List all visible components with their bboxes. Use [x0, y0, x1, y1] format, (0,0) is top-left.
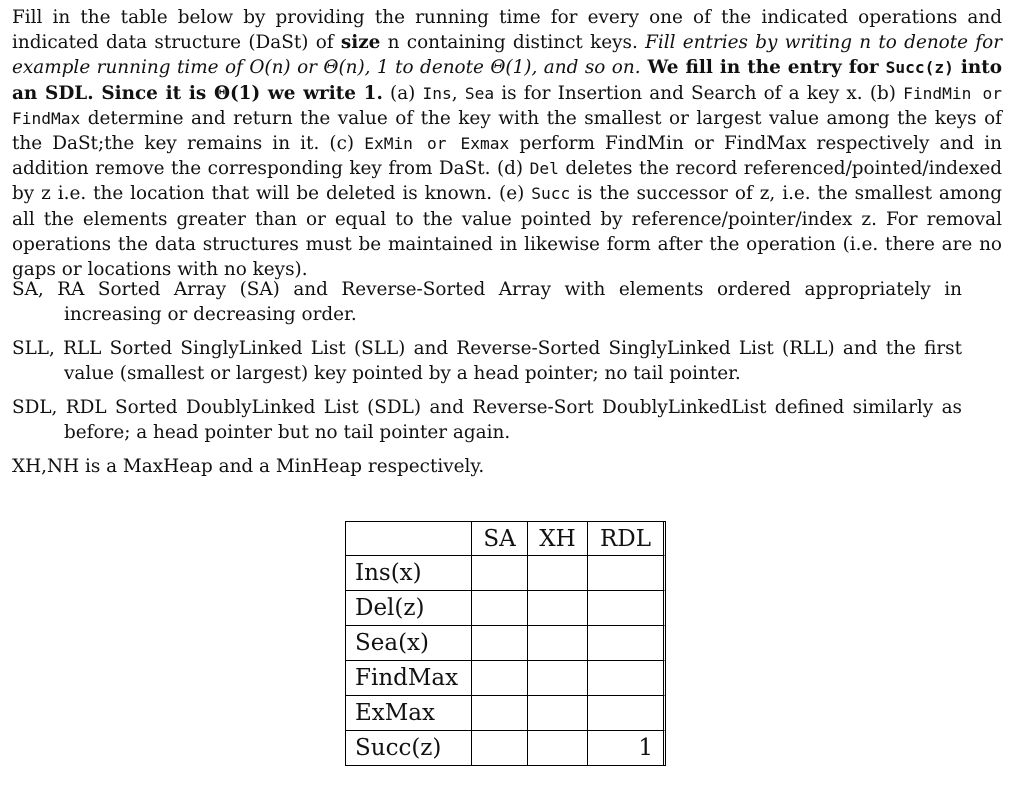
- cell-sa[interactable]: [472, 661, 528, 696]
- cell-sa[interactable]: [472, 556, 528, 591]
- intro-text-d: perform FindMin or FindMax respectively and in addition remove the corresponding key from DaSt. (d): [12, 133, 1002, 180]
- cell-xh[interactable]: [528, 661, 588, 696]
- op-label: FindMax: [346, 661, 472, 696]
- intro-findmin-code: FindMin or FindMax: [12, 83, 1002, 128]
- intro-del-code: Del: [529, 159, 559, 179]
- intro-text-b: is for Insertion and Search of a key x. (b): [494, 82, 904, 104]
- op-label: Succ(z): [346, 731, 472, 765]
- cell-sa[interactable]: [472, 626, 528, 661]
- intro-sea-code: Sea: [464, 83, 495, 103]
- definition-term: SDL, RDL: [12, 397, 107, 418]
- table-row: [346, 731, 666, 765]
- definition-sdl-rdl: [12, 395, 962, 445]
- intro-text-2: n containing distinct keys.: [380, 32, 646, 54]
- cell-xh[interactable]: [528, 591, 588, 626]
- definition-term: SA, RA: [12, 279, 85, 300]
- cell-rdl[interactable]: [588, 626, 666, 661]
- definition-text: is a MaxHeap and a MinHeap respectively.: [79, 456, 485, 477]
- cell-rdl[interactable]: 1: [588, 731, 666, 765]
- cell-sa[interactable]: [472, 591, 528, 626]
- definition-xh-nh: [12, 454, 962, 479]
- definition-sa-ra: [12, 277, 962, 327]
- definition-text: Sorted SinglyLinked List (SLL) and Reverse-Sorted SinglyLinked List (RLL) and the first value (smallest or largest) key pointed by a head pointer; no tail pointer.: [64, 338, 962, 384]
- definition-term: SLL, RLL: [12, 338, 102, 359]
- intro-text-c: determine and return the value of the key with the smallest or largest value among the keys of the DaSt;the key remains in it. (c): [12, 107, 1002, 155]
- intro-text-e: deletes the record referenced/pointed/indexed by z i.e. the location that will be deleted is known. (e): [12, 158, 1002, 205]
- cell-xh[interactable]: [528, 731, 588, 765]
- intro-text-f: is the successor of z, i.e. the smallest among all the elements greater than or equal to the value pointed by reference/pointer/index z. For removal operations the data structures must be maintained in likewise form after the operation (i.e. there are no gaps or locations with no keys).: [12, 183, 1002, 281]
- header-sa: SA: [472, 522, 528, 556]
- intro-succ-code: Succ(z): [885, 58, 954, 78]
- intro-example-2: into an SDL. Since it is Θ(1) we write 1.: [12, 57, 1003, 104]
- cell-sa[interactable]: [472, 731, 528, 765]
- cell-rdl[interactable]: [588, 591, 666, 626]
- op-label: Ins(x): [346, 556, 472, 591]
- definition-text: Sorted DoublyLinked List (SDL) and Reverse-Sort DoublyLinkedList defined similarly as before; a head pointer but no tail pointer again.: [64, 397, 962, 443]
- intro-comma: ,: [451, 82, 465, 104]
- table-row: [346, 626, 666, 661]
- intro-text-1: Fill in the table below by providing the running time for every one of the indicated operations and indicated data structure (DaSt) of: [12, 7, 1002, 54]
- cell-xh[interactable]: [528, 556, 588, 591]
- running-time-table: [345, 521, 666, 766]
- header-xh: XH: [528, 522, 588, 556]
- op-label: ExMax: [346, 696, 472, 731]
- op-label: Del(z): [346, 591, 472, 626]
- intro-text-a: (a): [382, 82, 423, 104]
- cell-xh[interactable]: [528, 626, 588, 661]
- intro-exmin-code: ExMin or Exmax: [364, 134, 510, 154]
- definition-sll-rll: [12, 336, 962, 386]
- intro-succ2-code: Succ: [531, 184, 571, 204]
- cell-xh[interactable]: [528, 696, 588, 731]
- definition-term: XH,NH: [12, 456, 80, 477]
- cell-rdl[interactable]: [588, 696, 666, 731]
- intro-ins-code: Ins: [422, 83, 452, 103]
- cell-rdl[interactable]: [588, 556, 666, 591]
- definition-text: Sorted Array (SA) and Reverse-Sorted Array with elements ordered appropriately in increasing or decreasing order.: [64, 279, 962, 325]
- table-row: [346, 696, 666, 731]
- table-row: [346, 591, 666, 626]
- header-blank: [346, 522, 472, 556]
- intro-example-1: We fill in the entry for: [640, 57, 886, 79]
- cell-rdl[interactable]: [588, 661, 666, 696]
- table-row: [346, 661, 666, 696]
- op-label: Sea(x): [346, 626, 472, 661]
- intro-size-word: size: [340, 32, 381, 54]
- intro-fill-note: Fill entries by writing n to denote for example running time of O(n) or Θ(n), 1 to denote Θ(1), and so on.: [12, 32, 1002, 79]
- cell-sa[interactable]: [472, 696, 528, 731]
- table-row: [346, 556, 666, 591]
- header-rdl: RDL: [588, 522, 666, 556]
- table-header-row: [346, 522, 666, 556]
- instructions-paragraph: [12, 5, 1002, 282]
- definitions-list: [12, 277, 962, 488]
